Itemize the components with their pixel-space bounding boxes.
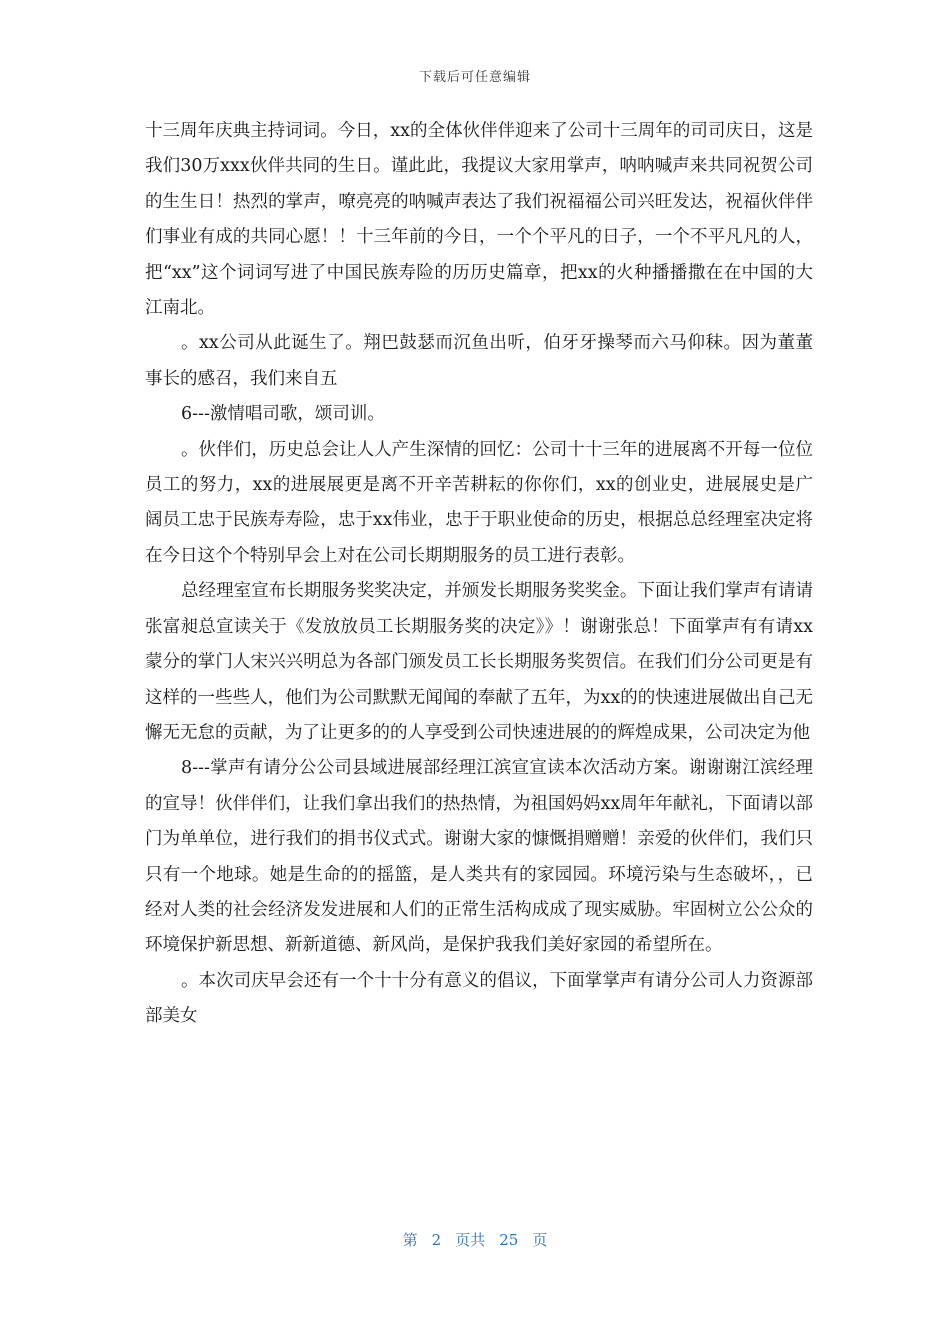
paragraph-1: 十三周年庆典主持词词。今日，xx的全体伙伴伴迎来了公司十三周年的司司庆日，这是我们30万xxx伙伴共同的生日。谨此此，我提议大家用掌声，呐呐喊声来共同祝贺公司的生生日！热烈的掌声，嘹亮亮的呐喊声表达了我们祝福福公司兴旺发达，祝福伙伴伴们事业有成的共同心愿！！十三年前的今日，一个个平凡的日子，一个不平凡凡的人，把“xx”这个词词写进了中国民族寿险的历历史篇章，把xx的火种播播撒在在中国的大江南北。 bbox=[145, 121, 813, 319]
paragraph-3: 6---激情唱司歌，颂司训。 bbox=[181, 404, 385, 425]
paragraph-2: 。xx公司从此诞生了。翔巴鼓瑟而沉鱼出听，伯牙牙操琴而六马仰秣。因为董董事长的感召，我们来自五 bbox=[145, 333, 813, 389]
footer-middle: 页共 bbox=[455, 1231, 486, 1249]
page-footer bbox=[0, 1229, 950, 1250]
page-header: 下载后可任意编辑 bbox=[418, 70, 531, 85]
footer-total-pages: 25 bbox=[499, 1231, 519, 1249]
document-body bbox=[145, 114, 813, 1035]
footer-prefix: 第 bbox=[402, 1231, 418, 1249]
paragraph-4: 。伙伴们，历史总会让人人产生深情的回忆：公司十十三年的进展离不开每一位位员工的努力，xx的进展展更是离不开辛苦耕耘的你你们，xx的创业史，进展展史是广阔员工忠于民族寿寿险，忠于xx伟业，忠于于职业使命的历史，根据总总经理室决定将在今日这个个特别早会上对在公司长期期服务的员工进行表彰。 bbox=[145, 439, 813, 566]
paragraph-7: 。本次司庆早会还有一个十十分有意义的倡议，下面掌掌声有请分公司人力资源部部美女 bbox=[145, 970, 813, 1027]
paragraph-6: 8---掌声有请分公公司县域进展部经理江滨宣宣读本次活动方案。谢谢谢江滨经理的宣导！伙伴伴们，让我们拿出我们的热热情，为祖国妈妈xx周年年献礼，下面请以部门为单单位，进行我们的捐书仪式式。谢谢大家的慷慨捐赠赠！亲爱的伙伴们，我们只只有一个地球。她是生命的的摇篮，是人类共有的家园园。环境污染与生态破坏，，已经对人类的社会经济发发进展和人们的正常生活构成成了现实威胁。牢固树立公公众的环境保护新思想、新新道德、新风尚，是保护我我们美好家园的希望所在。 bbox=[145, 758, 813, 956]
footer-suffix: 页 bbox=[532, 1231, 548, 1249]
paragraph-5: 总经理室宣布长期服务奖奖决定，并颁发长期服务奖奖金。下面让我们掌声有请请张富昶总宣读关于《发放放员工长期服务奖的决定》》！谢谢张总！下面掌声有有请xx蒙分的掌门人宋兴兴明总为各部门颁发员工长长期服务奖贺信。在我们们分公司更是有这样的一些些人，他们为公司默默无闻闻的奉献了五年，为xx的的快速进展做出自己无懈无无怠的贡献，为了让更多的的人享受到公司快速进展的的辉煌成果，公司决定为他 bbox=[145, 581, 813, 743]
footer-page-number: 2 bbox=[431, 1231, 442, 1249]
